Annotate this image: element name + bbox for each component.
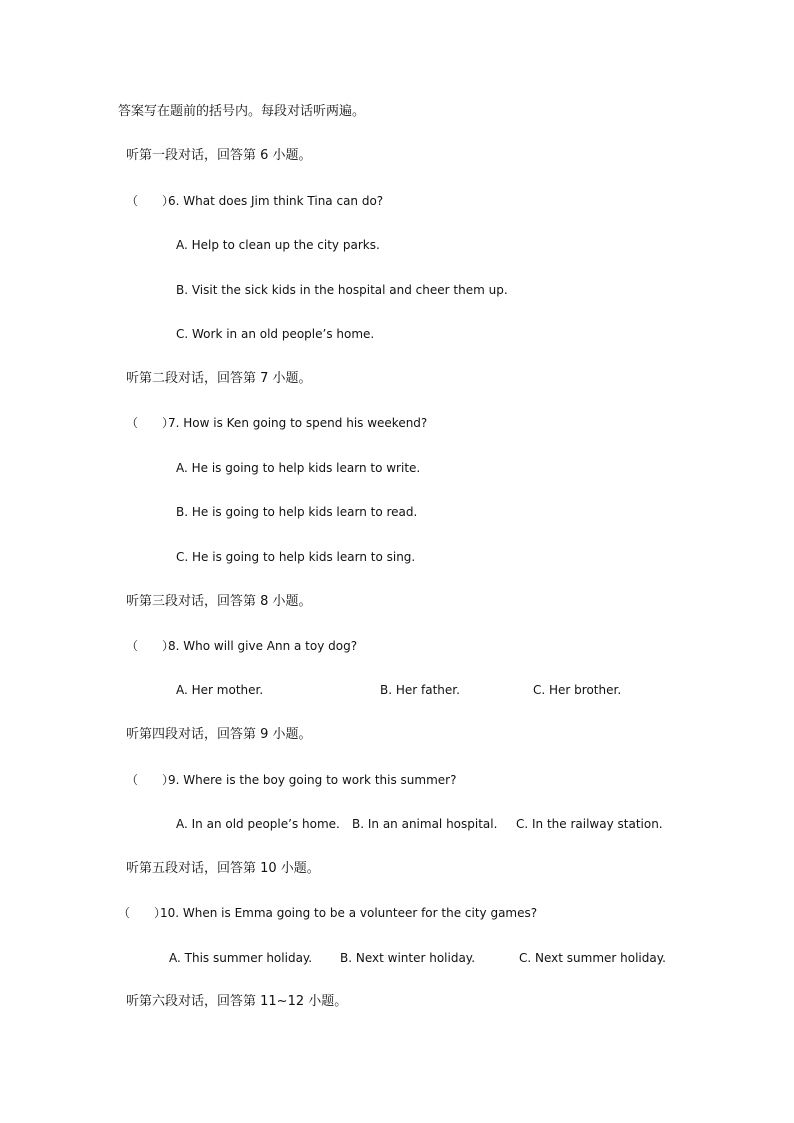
option: B. In an animal hospital.	[352, 817, 498, 831]
section-heading: 听第一段对话，回答第 6 小题。	[126, 148, 312, 163]
option: B. Next winter holiday.	[340, 951, 476, 965]
option: B. He is going to help kids learn to read.	[176, 505, 418, 519]
question-text: 8. Who will give Ann a toy dog?	[168, 639, 358, 653]
question-text: 6. What does Jim think Tina can do?	[168, 194, 384, 208]
option: C. Next summer holiday.	[519, 951, 666, 965]
question-text: 9. Where is the boy going to work this summer?	[168, 773, 457, 787]
option: A. He is going to help kids learn to write.	[176, 461, 421, 475]
option: C. He is going to help kids learn to sing.	[176, 550, 416, 564]
answer-bracket: （ ）	[126, 639, 175, 653]
option: C. Work in an old people’s home.	[176, 327, 375, 341]
section-heading: 听第四段对话，回答第 9 小题。	[126, 727, 312, 742]
answer-bracket: （ ）	[118, 906, 167, 920]
option: B. Her father.	[380, 683, 460, 697]
section-heading: 听第三段对话，回答第 8 小题。	[126, 594, 312, 609]
question	[126, 638, 357, 654]
section-heading: 听第五段对话，回答第 10 小题。	[126, 861, 320, 876]
answer-bracket: （ ）	[126, 194, 175, 208]
answer-bracket: （ ）	[126, 416, 175, 430]
question-text: 7. How is Ken going to spend his weekend?	[168, 416, 428, 430]
answer-bracket: （ ）	[126, 773, 175, 787]
question	[126, 193, 383, 209]
question	[126, 415, 427, 431]
section-heading: 听第二段对话，回答第 7 小题。	[126, 371, 312, 386]
instructions: 答案写在题前的括号内。每段对话听两遍。	[118, 104, 366, 119]
option: B. Visit the sick kids in the hospital and cheer them up.	[176, 283, 508, 297]
question	[118, 905, 537, 921]
question-text: 10. When is Emma going to be a volunteer for the city games?	[160, 906, 538, 920]
option: A. In an old people’s home.	[176, 817, 340, 831]
option: C. Her brother.	[533, 683, 622, 697]
option: C. In the railway station.	[516, 817, 663, 831]
option: A. Her mother.	[176, 683, 264, 697]
section-heading: 听第六段对话，回答第 11~12 小题。	[126, 994, 348, 1009]
option: A. Help to clean up the city parks.	[176, 238, 380, 252]
question	[126, 772, 456, 788]
option: A. This summer holiday.	[169, 951, 313, 965]
